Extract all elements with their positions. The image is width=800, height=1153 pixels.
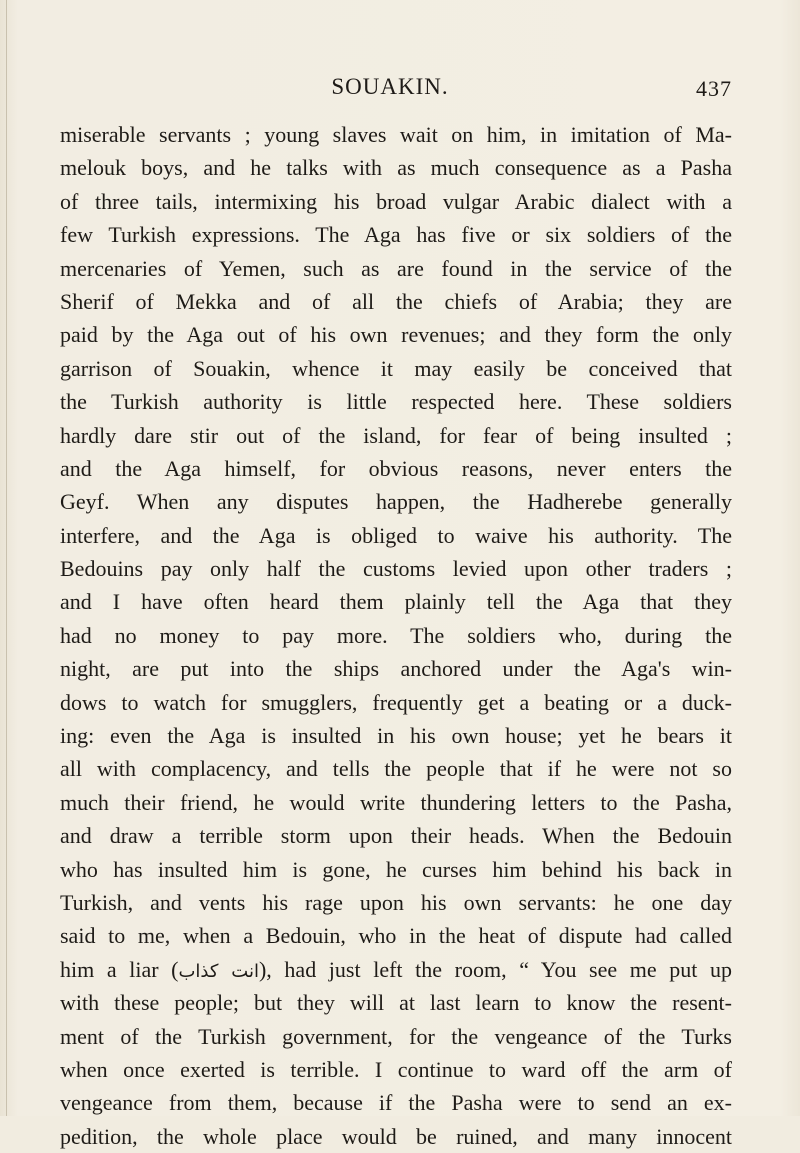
text-line: who has insulted him is gone, he curses him behind his back in: [60, 856, 732, 882]
text-line: mercenaries of Yemen, such as are found in the service of the: [60, 255, 732, 281]
text-line: melouk boys, and he talks with as much consequence as a Pasha: [60, 155, 732, 181]
text-line: of three tails, intermixing his broad vulgar Arabic dialect with a: [60, 188, 732, 214]
text-line: Turkish, and vents his rage upon his own servants: he one day: [60, 889, 732, 915]
text-line: and draw a terrible storm upon their heads. When the Bedouin: [60, 823, 732, 849]
text-line: and I have often heard them plainly tell the Aga that they: [60, 589, 732, 615]
running-head-title: SOUAKIN.: [331, 74, 449, 99]
text-line: with these people; but they will at last learn to know the resent-: [60, 990, 732, 1016]
text-line: the Turkish authority is little respected here. These soldiers: [60, 389, 732, 415]
text-line: few Turkish expressions. The Aga has five or six soldiers of the: [60, 222, 732, 248]
text-line: ing: even the Aga is insulted in his own house; yet he bears it: [60, 723, 732, 749]
text-line: said to me, when a Bedouin, who in the heat of dispute had called: [60, 923, 732, 949]
text-line: garrison of Souakin, whence it may easily be conceived that: [60, 355, 732, 381]
text-line: hardly dare stir out of the island, for fear of being insulted ;: [60, 422, 732, 448]
text-line: had no money to pay more. The soldiers who, during the: [60, 622, 732, 648]
text-line: Bedouins pay only half the customs levied upon other traders ;: [60, 556, 732, 582]
text-line: pedition, the whole place would be ruined, and many innocent: [60, 1123, 732, 1149]
text-line: night, are put into the ships anchored under the Aga's win-: [60, 656, 732, 682]
text-line-with-arabic: [60, 953, 732, 986]
text-segment: him a liar (: [60, 956, 179, 982]
text-line: miserable servants ; young slaves wait on him, in imitation of Ma-: [60, 122, 732, 147]
text-line: ment of the Turkish government, for the vengeance of the Turks: [60, 1023, 732, 1049]
text-line: interfere, and the Aga is obliged to waive his authority. The: [60, 522, 732, 548]
page-number: 437: [696, 76, 732, 101]
text-line: much their friend, he would write thundering letters to the Pasha,: [60, 789, 732, 815]
text-line: paid by the Aga out of his own revenues; and they form the only: [60, 322, 732, 348]
text-line: vengeance from them, because if the Pasha were to send an ex-: [60, 1090, 732, 1116]
text-line: Sherif of Mekka and of all the chiefs of Arabia; they are: [60, 288, 732, 314]
page-gutter-edge: [6, 0, 7, 1116]
text-line: when once exerted is terrible. I continue to ward off the arm of: [60, 1056, 732, 1082]
text-segment: ), had just left the room, “ You see me put up: [258, 956, 732, 982]
text-line: dows to watch for smugglers, frequently get a beating or a duck-: [60, 689, 732, 715]
body-text: [60, 118, 732, 1153]
text-line: all with complacency, and tells the people that if he were not so: [60, 756, 732, 782]
running-head: [60, 74, 732, 104]
text-line: Geyf. When any disputes happen, the Hadherebe generally: [60, 489, 732, 515]
text-line: and the Aga himself, for obvious reasons, never enters the: [60, 455, 732, 481]
arabic-phrase: انت كذاب: [178, 960, 259, 982]
